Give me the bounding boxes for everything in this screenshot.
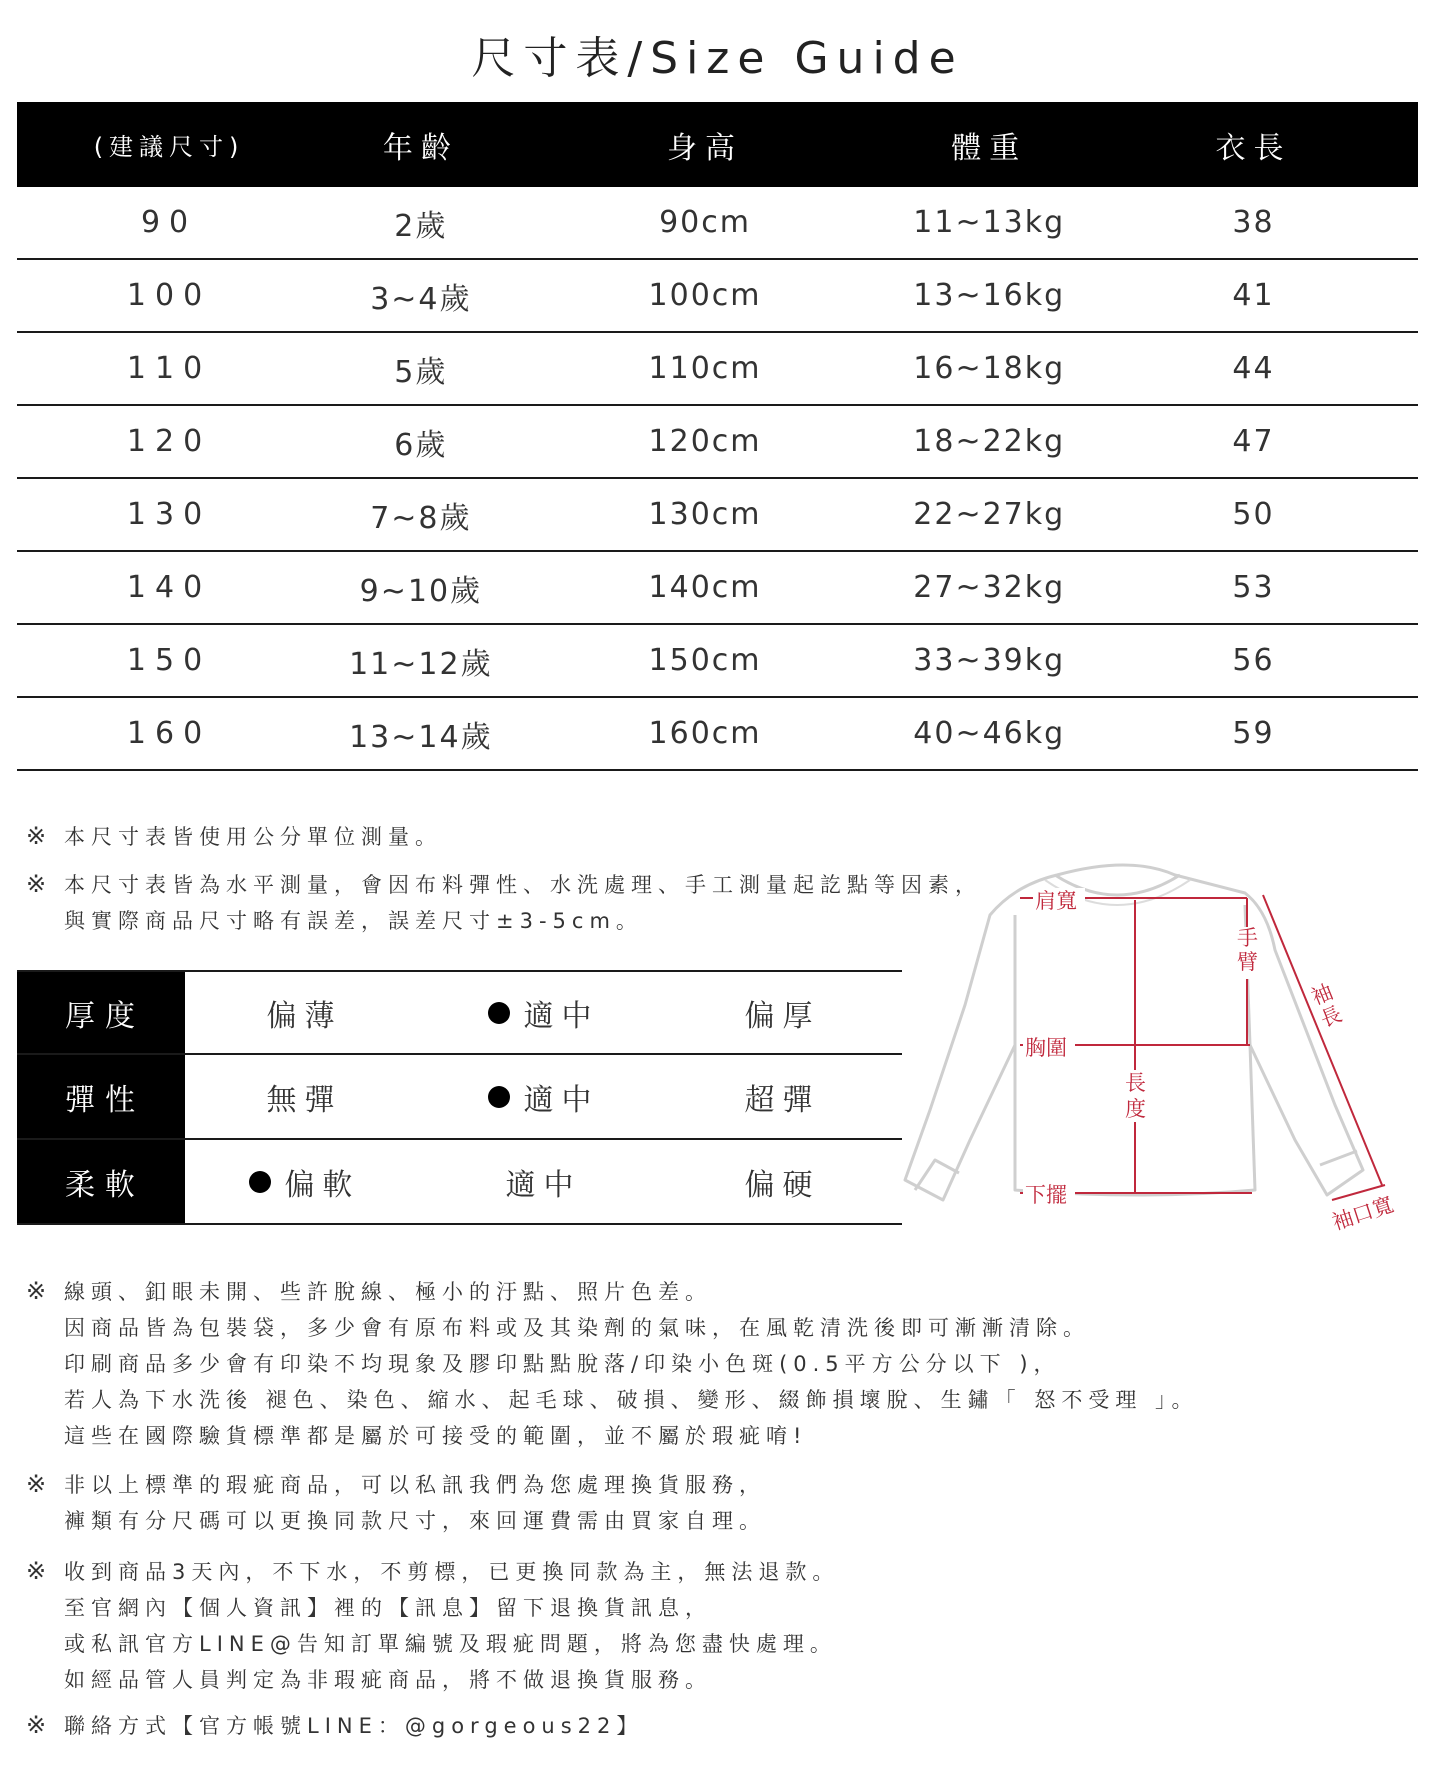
label-sleeve-length: 袖長 [1307, 979, 1346, 1032]
size-row [17, 479, 1418, 552]
label-hem: 下擺 [1025, 1183, 1067, 1207]
size-cell: 53 [1232, 570, 1275, 605]
note-defects [26, 1273, 1199, 1454]
size-cell: 130cm [648, 497, 762, 532]
size-header-cell: 身高 [667, 130, 744, 166]
size-cell: 110cm [648, 351, 762, 386]
size-cell: 56 [1232, 643, 1275, 678]
selected-dot-icon [249, 1171, 271, 1193]
note-text: 印刷商品多少會有印染不均現象及膠印點點脫落/印染小色斑(0.5平方公分以下 )， [64, 1352, 1061, 1376]
garment-diagram [895, 855, 1435, 1255]
feel-option-label: 偏硬 [744, 1167, 821, 1203]
feel-option [424, 1160, 663, 1204]
note-text: 因商品皆為包裝袋，多少會有原布料或及其染劑的氣味，在風乾清洗後即可漸漸清除。 [64, 1316, 1090, 1340]
note-text: 本尺寸表皆使用公分單位測量。 [64, 825, 442, 849]
feel-option [424, 991, 663, 1035]
size-cell: 110 [126, 351, 212, 386]
size-cell: 100cm [648, 278, 762, 313]
size-cell: 27~32kg [913, 570, 1066, 605]
feel-option [663, 991, 902, 1035]
note-measurement [26, 866, 982, 939]
feel-row [17, 1140, 902, 1225]
note-mark: ※ [26, 1277, 47, 1305]
feel-option [663, 1160, 902, 1204]
note-text: 褲類有分尺碼可以更換同款尺寸，來回運費需由買家自理。 [64, 1509, 766, 1533]
feel-option-label: 偏薄 [266, 998, 343, 1034]
feel-label: 彈性 [17, 1055, 185, 1138]
size-cell: 90 [140, 205, 198, 240]
note-text: 聯絡方式【官方帳號LINE：@gorgeous22】 [64, 1714, 644, 1738]
feel-option-label: 適中 [505, 1167, 582, 1203]
note-text: 本尺寸表皆為水平測量，會因布料彈性、水洗處理、手工測量起訖點等因素， [64, 873, 982, 897]
feel-option [424, 1075, 663, 1119]
size-table-header [17, 102, 1418, 187]
size-header-cell: (建議尺寸) [93, 133, 245, 161]
note-returns [26, 1553, 839, 1698]
size-cell: 13~14歲 [349, 719, 493, 755]
label-chest: 胸圍 [1025, 1036, 1067, 1060]
size-cell: 33~39kg [913, 643, 1066, 678]
size-cell: 40~46kg [913, 716, 1066, 751]
size-row [17, 406, 1418, 479]
note-contact [26, 1707, 643, 1744]
size-cell: 50 [1232, 497, 1275, 532]
fabric-feel-table [17, 970, 902, 1225]
feel-label: 厚度 [17, 972, 185, 1053]
size-cell: 59 [1232, 716, 1275, 751]
note-text: 若人為下水洗後 褪色、染色、縮水、起毛球、破損、變形、綴飾損壞脫、生鏽「 怒不受理 」。 [64, 1388, 1199, 1412]
label-arm-group [1235, 926, 1259, 979]
note-mark: ※ [26, 822, 47, 850]
size-row [17, 625, 1418, 698]
size-row [17, 187, 1418, 260]
feel-label: 柔軟 [17, 1140, 185, 1223]
size-table [17, 102, 1418, 771]
feel-option [663, 1075, 902, 1119]
selected-dot-icon [488, 1002, 510, 1024]
note-mark: ※ [26, 1470, 47, 1498]
note-text: 至官網內【個人資訊】裡的【訊息】留下退換貨訊息， [64, 1596, 712, 1620]
note-mark: ※ [26, 1557, 47, 1585]
size-cell: 140 [126, 570, 212, 605]
feel-option [185, 1075, 424, 1119]
size-cell: 150cm [648, 643, 762, 678]
feel-option [185, 991, 424, 1035]
size-cell: 11~12歲 [349, 646, 493, 682]
size-cell: 130 [126, 497, 212, 532]
note-mark: ※ [26, 1711, 47, 1739]
note-text: 與實際商品尺寸略有誤差，誤差尺寸±3-5cm。 [64, 909, 643, 933]
feel-option [185, 1160, 424, 1204]
note-text: 非以上標準的瑕疵商品，可以私訊我們為您處理換貨服務， [64, 1473, 766, 1497]
size-cell: 2歲 [394, 208, 448, 244]
size-cell: 150 [126, 643, 212, 678]
size-cell: 6歲 [394, 427, 448, 463]
size-cell: 100 [126, 278, 212, 313]
feel-option-label: 適中 [523, 1082, 600, 1118]
size-cell: 44 [1232, 351, 1275, 386]
note-text: 收到商品3天內，不下水，不剪標，已更換同款為主，無法退款。 [64, 1560, 840, 1584]
page-title: 尺寸表/Size Guide [471, 33, 964, 84]
feel-option-label: 偏厚 [744, 998, 821, 1034]
note-text: 這些在國際驗貨標準都是屬於可接受的範圍，並不屬於瑕疵唷! [64, 1424, 808, 1448]
label-length: 長度 [1125, 1071, 1146, 1121]
size-cell: 120 [126, 424, 212, 459]
size-header-cell: 衣長 [1215, 130, 1292, 166]
size-cell: 140cm [648, 570, 762, 605]
size-cell: 160cm [648, 716, 762, 751]
note-text: 如經品管人員判定為非瑕疵商品，將不做退換貨服務。 [64, 1668, 712, 1692]
label-sleeve-group [1306, 977, 1350, 1037]
feel-option-label: 超彈 [744, 1082, 821, 1118]
size-row [17, 260, 1418, 333]
size-cell: 16~18kg [913, 351, 1066, 386]
note-units [26, 818, 442, 855]
size-row [17, 333, 1418, 406]
size-cell: 7~8歲 [370, 500, 472, 536]
label-cuff: 袖口寬 [1329, 1192, 1397, 1235]
label-shoulder: 肩寬 [1035, 889, 1077, 913]
size-cell: 41 [1232, 278, 1275, 313]
feel-row [17, 1055, 902, 1140]
size-cell: 90cm [659, 205, 751, 240]
note-text: 線頭、釦眼未開、些許脫線、極小的汙點、照片色差。 [64, 1280, 712, 1304]
feel-option-label: 偏軟 [284, 1167, 361, 1203]
size-cell: 120cm [648, 424, 762, 459]
note-text: 或私訊官方LINE@告知訂單編號及瑕疵問題，將為您盡快處理。 [64, 1632, 837, 1656]
feel-option-label: 無彈 [266, 1082, 343, 1118]
size-cell: 18~22kg [913, 424, 1066, 459]
size-cell: 160 [126, 716, 212, 751]
size-header-cell: 體重 [951, 130, 1028, 166]
note-mark: ※ [26, 870, 47, 898]
size-table-body [17, 187, 1418, 771]
size-cell: 11~13kg [913, 205, 1066, 240]
size-cell: 13~16kg [913, 278, 1066, 313]
size-row [17, 552, 1418, 625]
note-exchange [26, 1466, 766, 1539]
size-cell: 5歲 [394, 354, 448, 390]
feel-row [17, 970, 902, 1055]
size-cell: 47 [1232, 424, 1275, 459]
size-cell: 3~4歲 [370, 281, 472, 317]
feel-option-label: 適中 [523, 998, 600, 1034]
label-arm: 手臂 [1237, 926, 1258, 974]
size-cell: 9~10歲 [359, 573, 483, 609]
size-cell: 22~27kg [913, 497, 1066, 532]
size-row [17, 698, 1418, 771]
size-cell: 38 [1232, 205, 1275, 240]
selected-dot-icon [488, 1086, 510, 1108]
size-header-cell: 年齡 [382, 130, 459, 166]
